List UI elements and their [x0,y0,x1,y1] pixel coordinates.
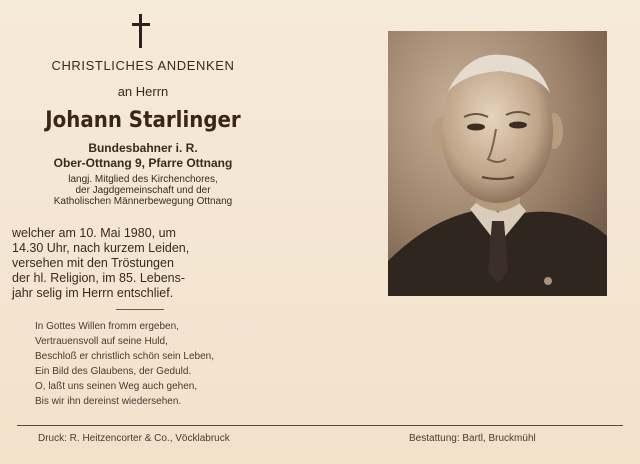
footer-rule [17,425,623,426]
narrative-line: 14.30 Uhr, nach kurzem Leiden, [12,241,190,255]
narrative-line: jahr selig im Herrn entschlief. [12,286,174,300]
membership-line: der Jagdgemeinschaft und der [75,185,211,196]
poem-line: O, laßt uns seinen Weg auch gehen, [35,381,198,392]
narrative-line: versehen mit den Tröstungen [12,256,174,270]
occupation: Bundesbahner i. R. [88,141,198,155]
divider [116,309,164,310]
poem-line: Vertrauensvoll auf seine Huld, [35,336,168,347]
poem-line: Beschloß er christlich schön sein Leben, [35,351,214,362]
portrait-photo [388,31,607,296]
poem-line: Ein Bild des Glaubens, der Geduld. [35,366,192,377]
salutation: an Herrn [117,84,169,99]
portrait-image [388,31,607,296]
poem-line: Bis wir ihn dereinst wiedersehen. [35,396,182,407]
undertaker-credit: Bestattung: Bartl, Bruckmühl [409,433,536,444]
membership-line: langj. Mitglied des Kirchenchores, [68,174,218,185]
printer-credit: Druck: R. Heitzencorter & Co., Vöcklabruck [38,433,230,444]
deceased-name: Johann Starlinger [45,108,241,133]
poem-line: In Gottes Willen fromm ergeben, [35,321,179,332]
membership-line: Katholischen Männerbewegung Ottnang [53,196,233,207]
card-heading: CHRISTLICHES ANDENKEN [51,58,235,73]
cross-icon [132,14,150,48]
narrative-line: der hl. Religion, im 85. Lebens- [12,271,186,285]
narrative-line: welcher am 10. Mai 1980, um [12,226,176,240]
address: Ober-Ottnang 9, Pfarre Ottnang [53,156,233,170]
